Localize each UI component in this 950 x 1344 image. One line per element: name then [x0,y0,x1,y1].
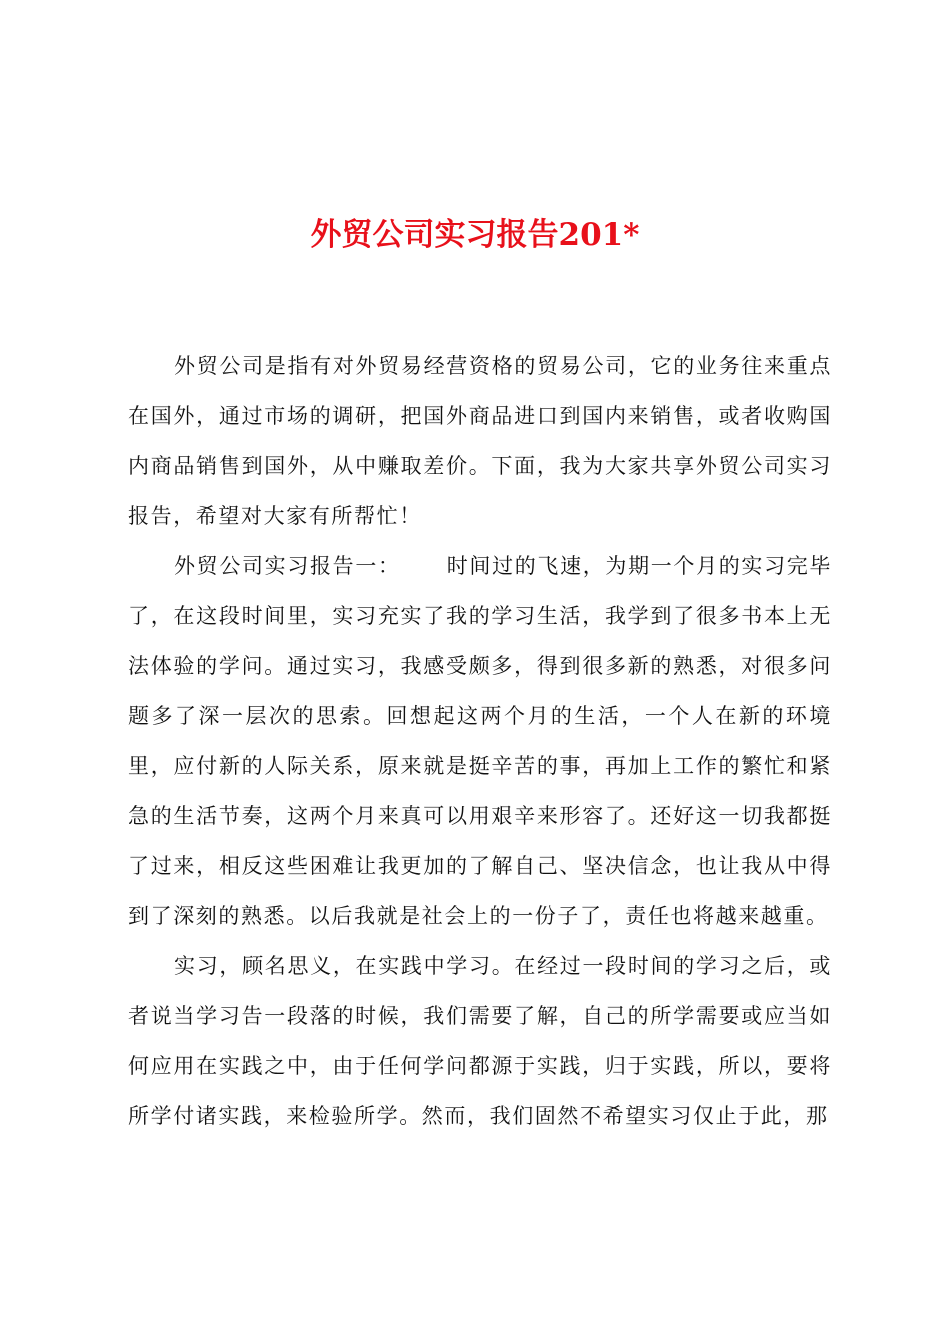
practice-paragraph: 实习，顾名思义，在实践中学习。在经过一段时间的学习之后，或者说当学习告一段落的时候，我们需要了解，自己的所学需要或应当如何应用在实践之中，由于任何学问都源于实践，归于实践，所以，要将所学付诸实践，来检验所学。然而，我们固然不希望实习仅止于此，那 [128,954,832,1128]
document-body [128,341,832,1141]
report-one-heading: 外贸公司实习报告一： [174,554,401,578]
report-one-paragraph [128,541,832,941]
intro-paragraph: 外贸公司是指有对外贸易经营资格的贸易公司，它的业务往来重点在国外，通过市场的调研，把国外商品进口到国内来销售，或者收购国内商品销售到国外，从中赚取差价。下面，我为大家共享外贸公司实习报告，希望对大家有所帮忙！ [128,354,832,528]
report-one-body: 时间过的飞速，为期一个月的实习完毕了，在这段时间里，实习充实了我的学习生活，我学到了很多书本上无法体验的学问。通过实习，我感受颇多，得到很多新的熟悉，对很多问题多了深一层次的思索。回想起这两个月的生活，一个人在新的环境里，应付新的人际关系，原来就是挺辛苦的事，再加上工作的繁忙和紧急的生活节奏，这两个月来真可以用艰辛来形容了。还好这一切我都挺了过来，相反这些困难让我更加的了解自己、坚决信念，也让我从中得到了深刻的熟悉。以后我就是社会上的一份子了，责任也将越来越重。 [128,554,833,928]
document-title: 外贸公司实习报告201* [310,217,640,253]
